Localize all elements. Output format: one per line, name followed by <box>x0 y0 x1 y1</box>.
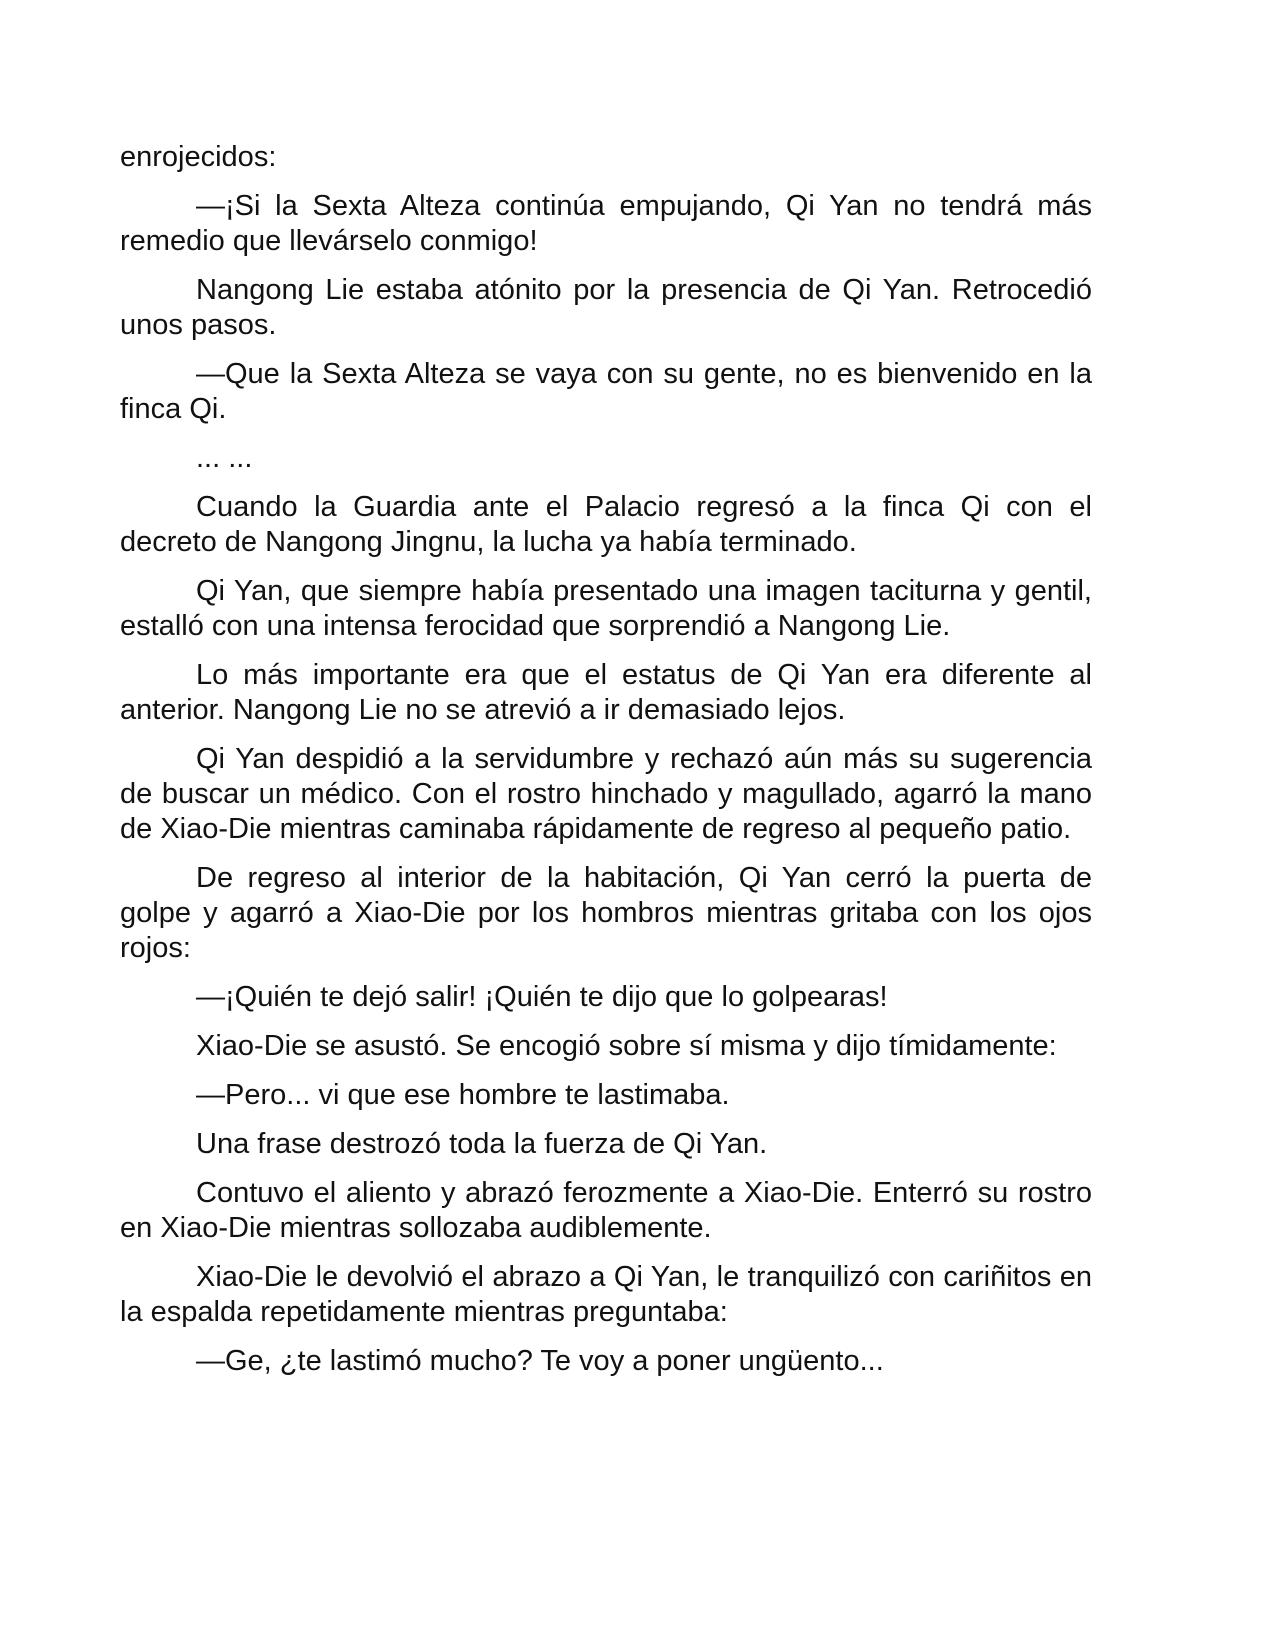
paragraph-dialogue: —Pero... vi que ese hombre te lastimaba. <box>196 1079 730 1111</box>
paragraph: Contuvo el aliento y abrazó ferozmente a Xiao-Die. Enterró su rostro en Xiao-Die mientras sollozaba audiblemente. <box>120 1177 1092 1244</box>
paragraph-dialogue: —Que la Sexta Alteza se vaya con su gente, no es bienvenido en la finca Qi. <box>120 358 1092 425</box>
paragraph: Una frase destrozó toda la fuerza de Qi Yan. <box>196 1128 768 1160</box>
paragraph: Qi Yan, que siempre había presentado una imagen taciturna y gentil, estalló con una intensa ferocidad que sorprendió a Nangong Lie. <box>120 575 1092 642</box>
paragraph: Xiao-Die se asustó. Se encogió sobre sí misma y dijo tímidamente: <box>196 1030 1057 1062</box>
paragraph: Nangong Lie estaba atónito por la presencia de Qi Yan. Retrocedió unos pasos. <box>120 274 1092 341</box>
paragraph: De regreso al interior de la habitación, Qi Yan cerró la puerta de golpe y agarró a Xiao-Die por los hombros mientras gritaba con los ojos rojos: <box>120 862 1092 964</box>
paragraph: Cuando la Guardia ante el Palacio regresó a la finca Qi con el decreto de Nangong Jingnu, la lucha ya había terminado. <box>120 491 1092 558</box>
body-text <box>120 140 1092 1393</box>
paragraph: Lo más importante era que el estatus de Qi Yan era diferente al anterior. Nangong Lie no se atrevió a ir demasiado lejos. <box>120 659 1092 726</box>
paragraph: Xiao-Die le devolvió el abrazo a Qi Yan, le tranquilizó con cariñitos en la espalda repetidamente mientras preguntaba: <box>120 1261 1092 1328</box>
paragraph: Qi Yan despidió a la servidumbre y rechazó aún más su sugerencia de buscar un médico. Con el rostro hinchado y magullado, agarró la mano de Xiao-Die mientras caminaba rápidamente de regreso al pequeño patio. <box>120 743 1092 845</box>
paragraph-dialogue: —¡Quién te dejó salir! ¡Quién te dijo que lo golpearas! <box>196 981 888 1013</box>
paragraph-dialogue: —Ge, ¿te lastimó mucho? Te voy a poner ungüento... <box>196 1345 884 1377</box>
paragraph-dialogue: —¡Si la Sexta Alteza continúa empujando, Qi Yan no tendrá más remedio que llevárselo conmigo! <box>120 190 1092 257</box>
paragraph-continuation: enrojecidos: <box>120 141 277 173</box>
scene-break: ... ... <box>196 442 253 474</box>
